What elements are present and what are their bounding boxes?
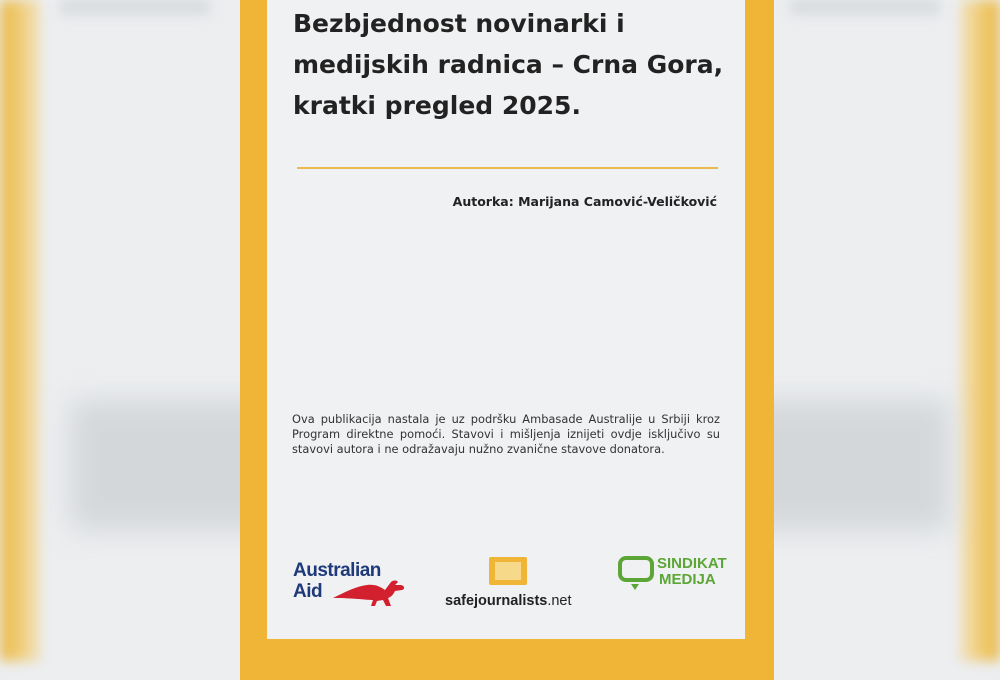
- sindikat-medija-line1: SINDIKAT: [657, 555, 727, 572]
- safejournalists-emblem-icon: [489, 557, 527, 585]
- background-blur-top-left: [60, 0, 210, 14]
- australian-aid-line2: Aid: [293, 581, 323, 602]
- background-blur-right: [960, 0, 1000, 661]
- australian-aid-line1: Australian: [293, 560, 381, 581]
- background-blur-left: [0, 0, 40, 661]
- document-author: Autorka: Marijana Camović-Veličković: [452, 194, 717, 209]
- document-page: [267, 0, 745, 639]
- donor-disclaimer: Ova publikacija nastala je uz podršku Ambasade Australije u Srbiji kroz Program direktne pomoći. Stavovi i mišljenja iznijeti ovdje isključivo su stavovi autora i ne odražavaju nužno zvanične stavove donatora.: [292, 412, 720, 456]
- kangaroo-icon: [331, 576, 409, 608]
- background-blur-top-right: [790, 0, 940, 14]
- australian-aid-logo: [293, 560, 413, 620]
- safejournalists-logo: [443, 557, 583, 617]
- tv-screen-icon: [617, 554, 657, 594]
- safejournalists-wordmark: safejournalists.net: [445, 593, 572, 609]
- sindikat-medija-line2: MEDIJA: [659, 571, 716, 588]
- title-divider: [297, 167, 718, 169]
- document-cover-frame: [240, 0, 774, 680]
- document-title: Bezbjednost novinarki i medijskih radnica – Crna Gora, kratki pregled 2025.: [293, 9, 724, 120]
- sindikat-medija-logo: [617, 556, 732, 598]
